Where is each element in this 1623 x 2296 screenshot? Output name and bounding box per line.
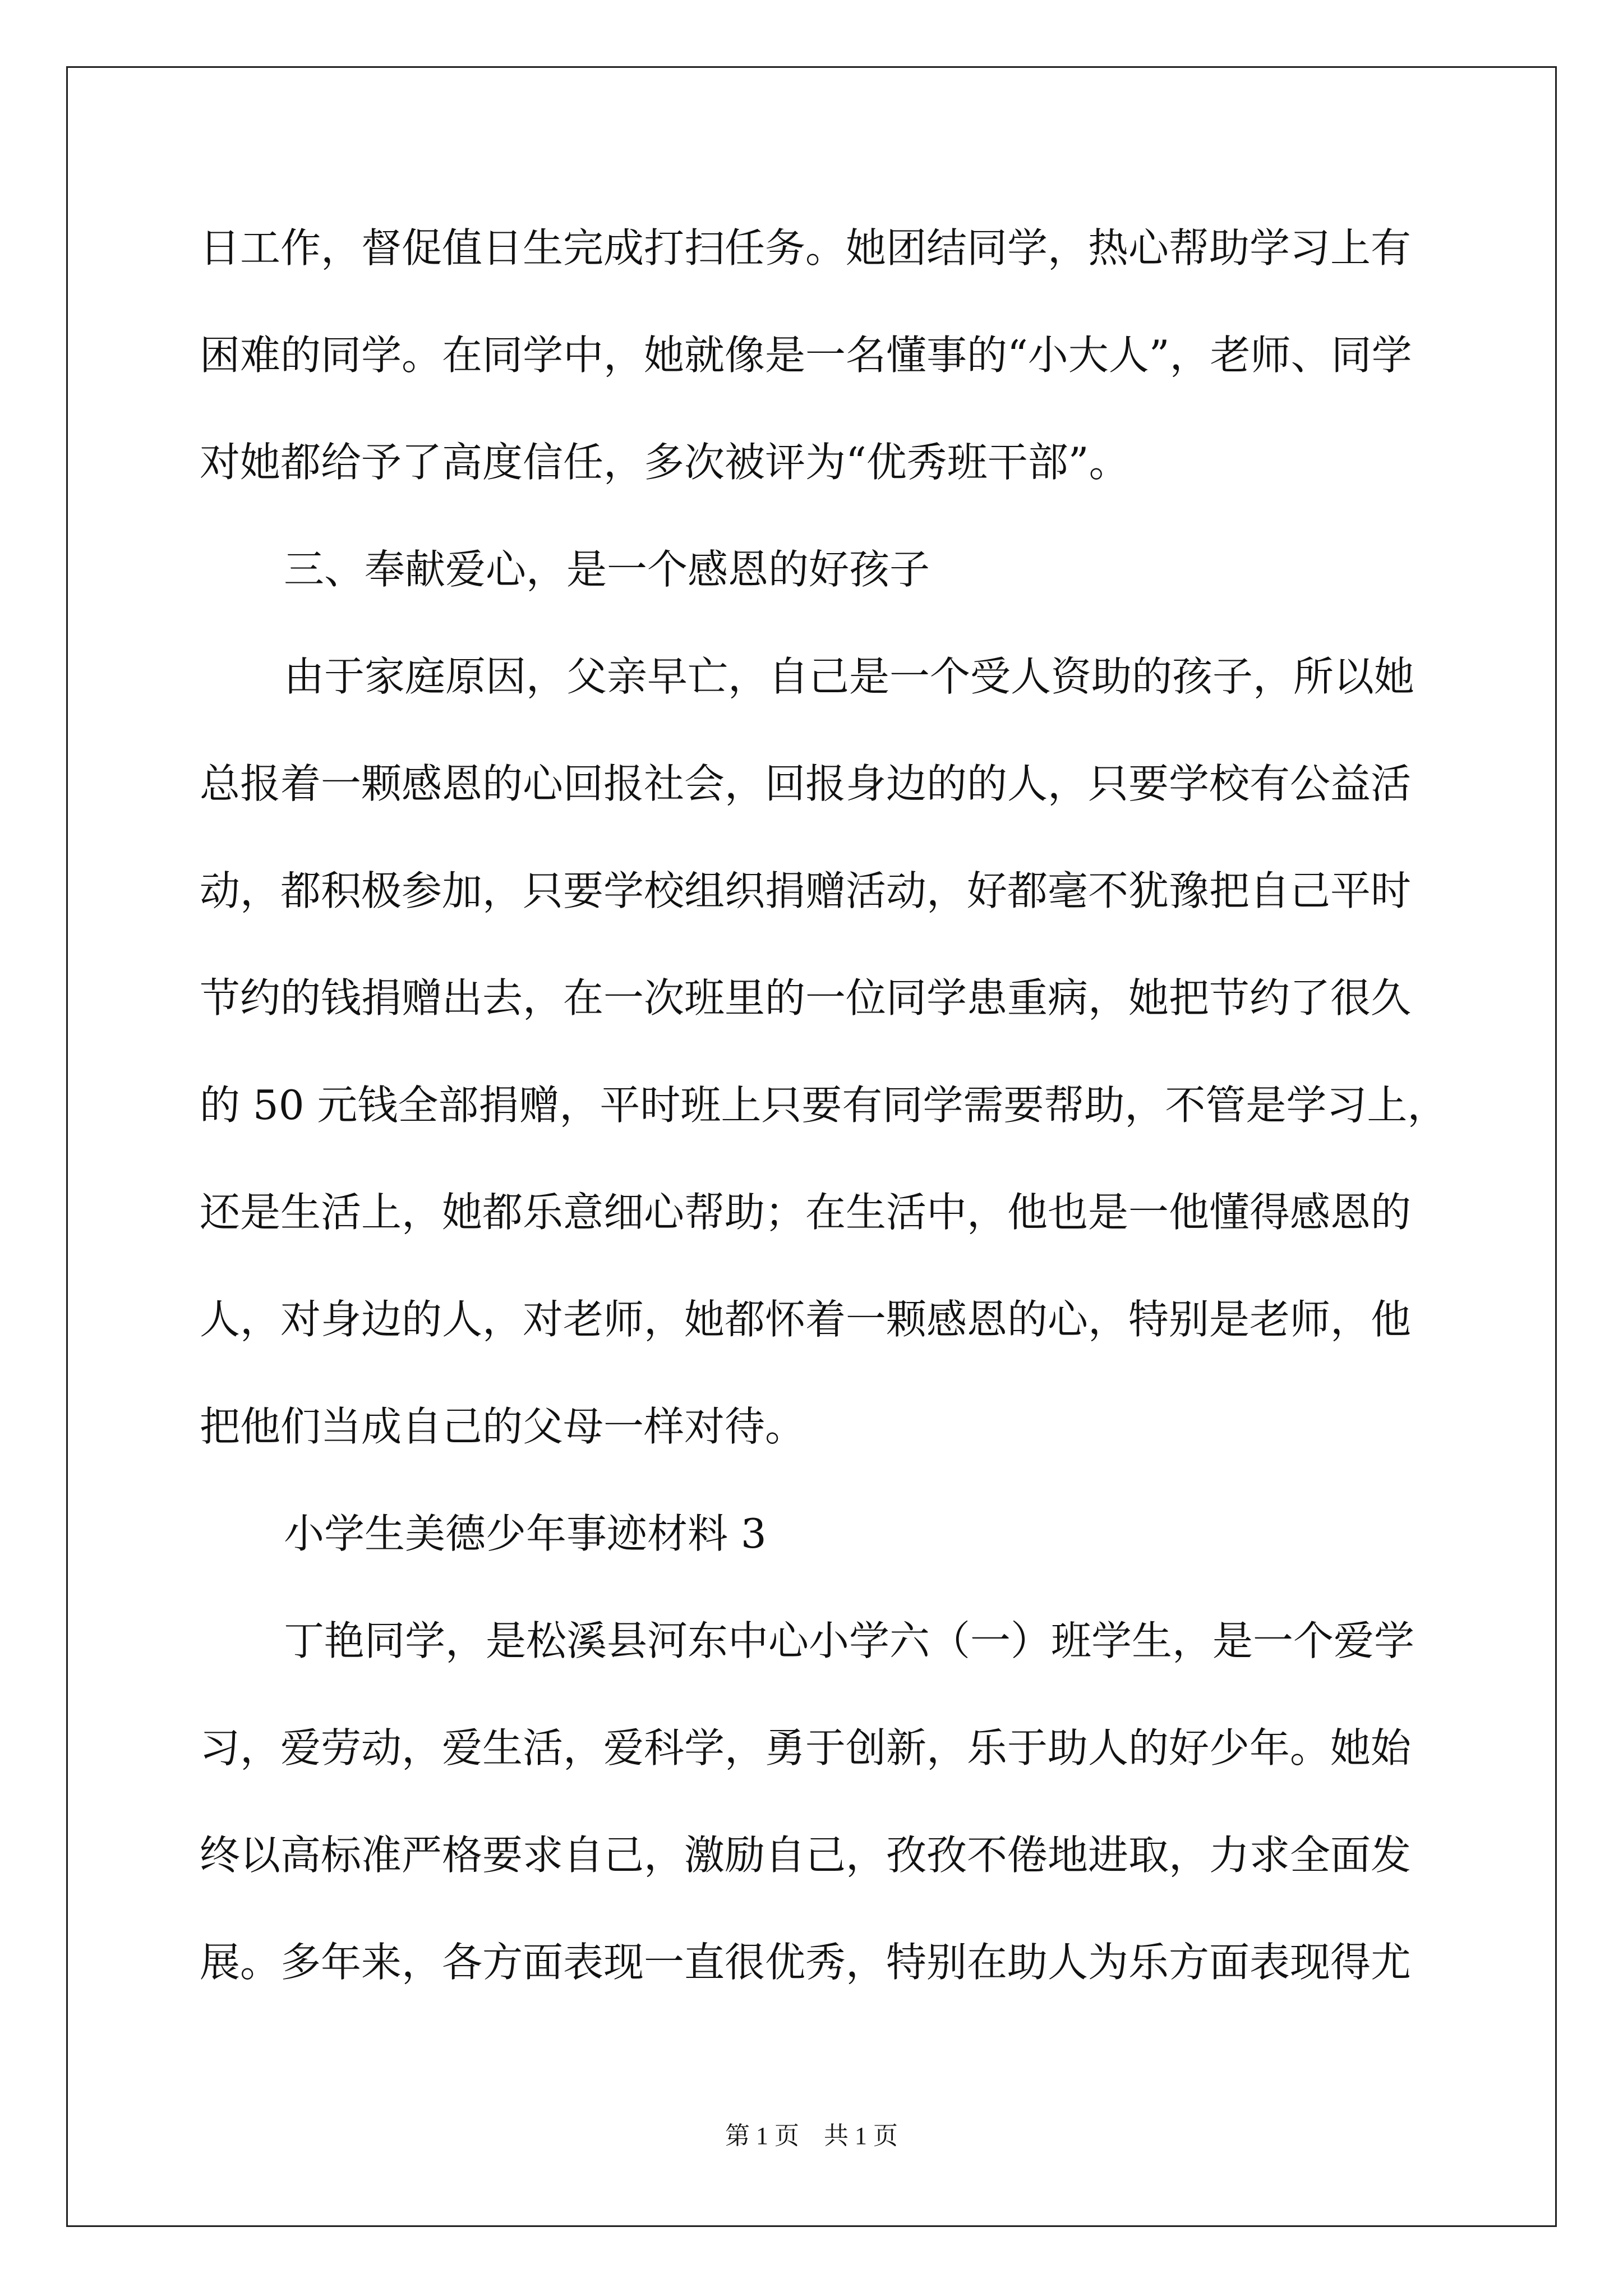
text-line: 终以高标准严格要求自己，激励自己，孜孜不倦地进取，力求全面发 <box>200 1832 1412 1879</box>
document-body <box>200 214 1448 2036</box>
page-footer <box>0 2119 1623 2153</box>
text-line: 丁艳同学，是松溪县河东中心小学六（一）班学生，是一个爱学 <box>284 1617 1415 1664</box>
page-number: 第 1 页 <box>725 2122 799 2150</box>
text-line: 的 50 元钱全部捐赠，平时班上只要有同学需要帮助，不管是学习上， <box>200 1082 1448 1129</box>
text-line: 由于家庭原因，父亲早亡，自己是一个受人资助的孩子，所以她 <box>284 653 1415 700</box>
text-line: 人，对身边的人，对老师，她都怀着一颗感恩的心，特别是老师，他 <box>200 1296 1412 1343</box>
text-line: 日工作，督促值日生完成打扫任务。她团结同学，热心帮助学习上有 <box>200 224 1412 272</box>
text-line: 对她都给予了高度信任，多次被评为“优秀班干部”。 <box>200 439 1129 486</box>
text-line: 节约的钱捐赠出去，在一次班里的一位同学患重病，她把节约了很久 <box>200 974 1412 1022</box>
section-heading: 三、奉献爱心，是一个感恩的好孩子 <box>284 546 930 593</box>
text-line: 习，爱劳动，爱生活，爱科学，勇于创新，乐于助人的好少年。她始 <box>200 1724 1412 1772</box>
text-line: 困难的同学。在同学中，她就像是一名懂事的“小大人”，老师、同学 <box>200 332 1412 379</box>
article-title: 小学生美德少年事迹材料 3 <box>284 1510 767 1557</box>
text-line: 总报着一颗感恩的心回报社会，回报身边的的人，只要学校有公益活 <box>200 760 1412 807</box>
text-line: 动，都积极参加，只要学校组织捐赠活动，好都毫不犹豫把自己平时 <box>200 867 1412 914</box>
text-line: 还是生活上，她都乐意细心帮助；在生活中，他也是一他懂得感恩的 <box>200 1189 1412 1236</box>
text-line: 展。多年来，各方面表现一直很优秀，特别在助人为乐方面表现得尤 <box>200 1939 1412 1986</box>
page-total: 共 1 页 <box>824 2122 898 2150</box>
text-line: 把他们当成自己的父母一样对待。 <box>200 1403 806 1450</box>
